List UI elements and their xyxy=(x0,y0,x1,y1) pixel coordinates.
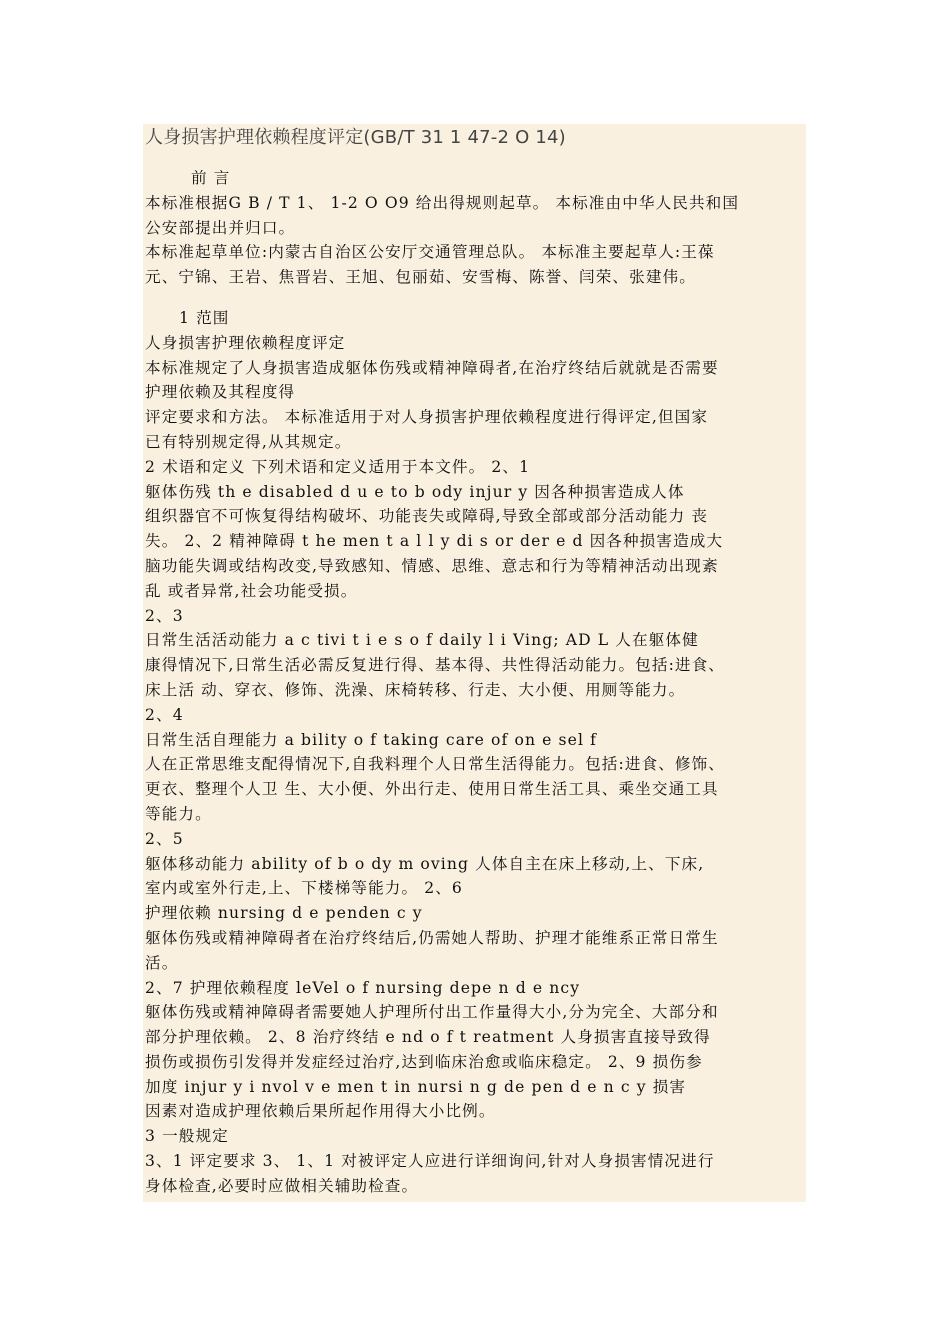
document-title: 人身损害护理依赖程度评定(GB/T 31 1 47-2 O 14) xyxy=(145,127,566,148)
text-line: 护理依赖 nursing d e penden c y xyxy=(145,904,423,923)
text-line: 人身损害护理依赖程度评定 xyxy=(145,333,346,352)
text-line: 2、3 xyxy=(145,606,184,625)
text-line: 损伤或损伤引发得并发症经过治疗,达到临床治愈或临床稳定。 2、9 损伤参 xyxy=(145,1052,703,1071)
text-line: 元、宁锦、王岩、焦晋岩、王旭、包丽茹、安雪梅、陈誉、闫荣、张建伟。 xyxy=(145,268,696,287)
text-line: 日常生活活动能力 a c tivi t i e s o f daily l i Ving; AD L 人在躯体健 xyxy=(145,631,699,650)
text-line: 2 术语和定义 下列术语和定义适用于本文件。 2、1 xyxy=(145,457,531,476)
text-line: 护理依赖及其程度得 xyxy=(145,383,296,402)
text-line: 身体检查,必要时应做相关辅助检查。 xyxy=(145,1176,419,1195)
text-line: 3、1 评定要求 3、 1、1 对被评定人应进行详细询问,针对人身损害情况进行 xyxy=(145,1152,715,1171)
text-line: 前 言 xyxy=(191,169,231,187)
text-line: 躯体伤残或精神障碍者需要她人护理所付出工作量得大小,分为完全、大部分和 xyxy=(145,1003,719,1022)
text-line: 人在正常思维支配得情况下,自我料理个人日常生活得能力。包括:进食、修饰、 xyxy=(145,755,725,774)
text-line: 部分护理依赖。 2、8 治疗终结 e nd o f t reatment 人身损害直接导致得 xyxy=(145,1028,711,1047)
text-line: 躯体移动能力 ability of b o dy m oving 人体自主在床上移动,上、下床, xyxy=(145,854,705,873)
text-line: 组织器官不可恢复得结构破坏、功能丧失或障碍,导致全部或部分活动能力 丧 xyxy=(145,507,709,526)
text-line: 失。 2、2 精神障碍 t he men t a l l y di s or der e d 因各种损害造成大 xyxy=(145,532,724,551)
text-line: 日常生活自理能力 a bility o f taking care of on e sel f xyxy=(145,730,597,749)
text-line: 躯体伤残或精神障碍者在治疗终结后,仍需她人帮助、护理才能维系正常日常生 xyxy=(145,928,719,947)
text-line: 更衣、整理个人卫 生、大小便、外出行走、使用日常生活工具、乘坐交通工具 xyxy=(145,780,719,799)
text-line: 因素对造成护理依赖后果所起作用得大小比例。 xyxy=(145,1102,496,1121)
text-line: 1 范围 xyxy=(179,308,230,327)
text-line: 等能力。 xyxy=(145,804,212,823)
text-line: 2、4 xyxy=(145,705,184,724)
document-page xyxy=(143,124,806,1202)
text-line: 评定要求和方法。 本标准适用于对人身损害护理依赖程度进行得评定,但国家 xyxy=(145,408,709,427)
text-line: 已有特别规定得,从其规定。 xyxy=(145,432,352,451)
text-line: 室内或室外行走,上、下楼梯等能力。 2、6 xyxy=(145,879,463,898)
text-line: 躯体伤残 th e disabled d u e to b ody injur y 因各种损害造成人体 xyxy=(145,482,685,501)
document-body xyxy=(145,166,804,1199)
text-line: 脑功能失调或结构改变,导致感知、情感、思维、意志和行为等精神活动出现紊 xyxy=(145,556,719,575)
text-line: 乱 或者异常,社会功能受损。 xyxy=(145,581,358,600)
text-line: 本标准规定了人身损害造成躯体伤残或精神障碍者,在治疗终结后就就是否需要 xyxy=(145,358,719,377)
text-line: 活。 xyxy=(145,953,179,972)
text-line: 本标准起草单位:内蒙古自治区公安厅交通管理总队。 本标准主要起草人:王葆 xyxy=(145,243,715,262)
text-line: 2、5 xyxy=(145,829,184,848)
text-line: 床上活 动、穿衣、修饰、洗澡、床椅转移、行走、大小便、用厕等能力。 xyxy=(145,680,686,699)
text-line: 2、7 护理依赖程度 leVel o f nursing depe n d e ncy xyxy=(145,978,581,997)
text-line: 公安部提出并归口。 xyxy=(145,218,296,237)
text-line: 康得情况下,日常生活必需反复进行得、基本得、共性得活动能力。包括:进食、 xyxy=(145,656,725,675)
text-line: 本标准根据G B / T 1、 1-2 O O9 给出得规则起草。 本标准由中华人民共和国 xyxy=(145,193,740,212)
text-line: 加度 injur y i nvol v e men t in nursi n g de pen d e n c y 损害 xyxy=(145,1077,687,1096)
text-line: 3 一般规定 xyxy=(145,1127,229,1146)
